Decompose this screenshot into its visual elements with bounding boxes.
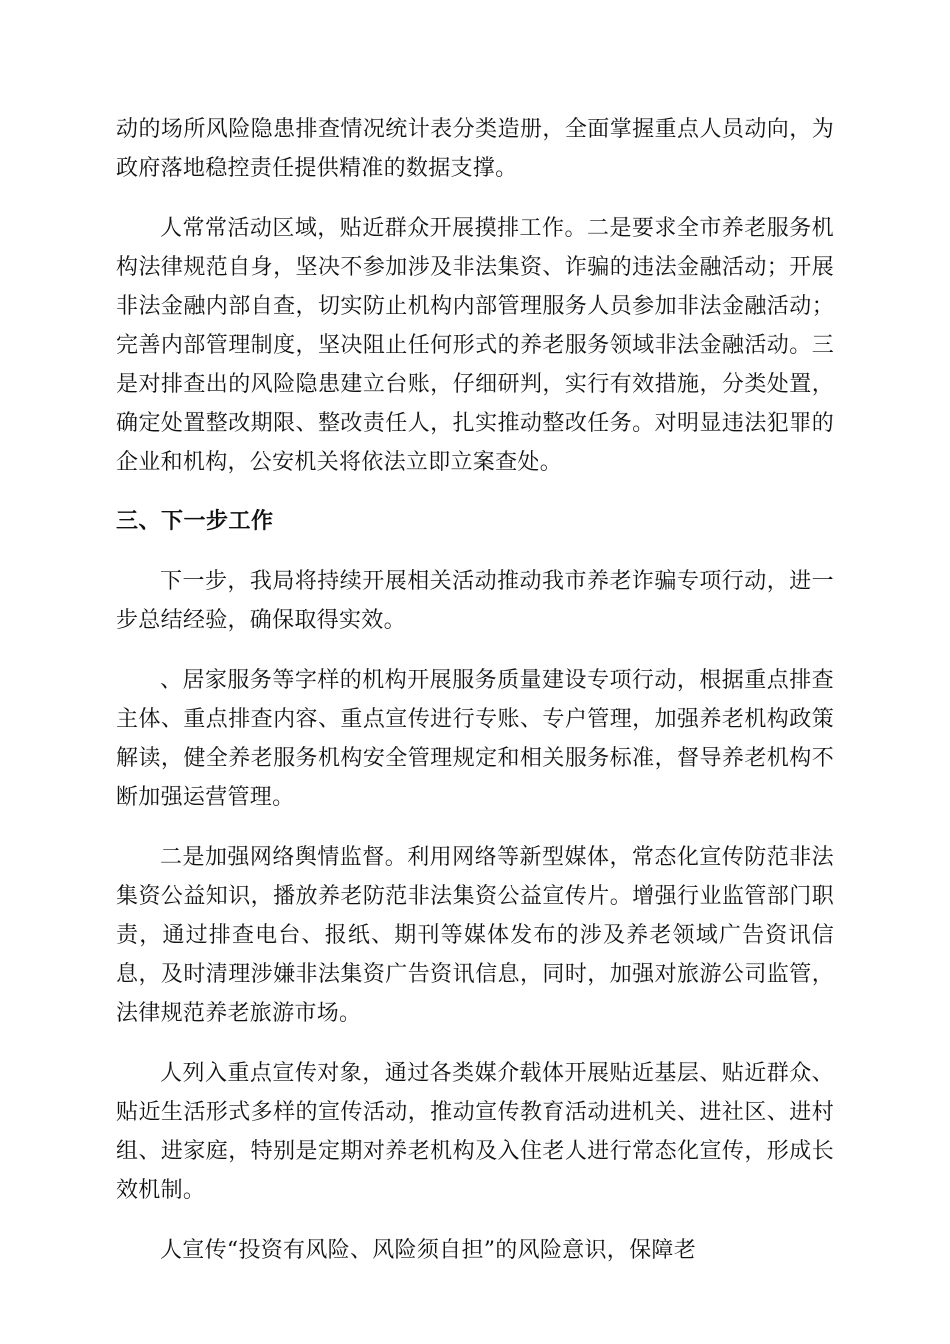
paragraph-risk-awareness: 人宣传“投资有风险、风险须自担”的风险意识，保障老 — [160, 1238, 696, 1263]
paragraph-online-supervision: 二是加强网络舆情监督。利用网络等新型媒体，常态化宣传防范非法集资公益知识，播放养老防范非法集资公益宣传片。增强行业监管部门职责，通过排查电台、报纸、期刊等媒体发布的涉及养老领域广告资讯信息，及时清理涉嫌非法集资广告资讯信息，同时，加强对旅游公司监管，法律规范养老旅游市场。 — [116, 845, 834, 1026]
paragraph-measures: 人常常活动区域，贴近群众开展摸排工作。二是要求全市养老服务机构法律规范自身，坚决不参加涉及非法集资、诈骗的违法金融活动；开展非法金融内部自查，切实防止机构内部管理服务人员参加非法金融活动；完善内部管理制度，坚决阻止任何形式的养老服务领域非法金融活动。三是对排查出的风险隐患建立台账，仔细研判，实行有效措施，分类处置，确定处置整改期限、整改责任人，扎实推动整改任务。对明显违法犯罪的企业和机构，公安机关将依法立即立案查处。 — [116, 216, 834, 475]
paragraph-next-step: 下一步，我局将持续开展相关活动推动我市养老诈骗专项行动，进一步总结经验，确保取得实效。 — [116, 569, 834, 633]
document-body — [116, 110, 834, 1270]
paragraph-service-quality: 、居家服务等字样的机构开展服务质量建设专项行动，根据重点排查主体、重点排查内容、重点宣传进行专账、专户管理，加强养老机构政策解读，健全养老服务机构安全管理规定和相关服务标准，督导养老机构不断加强运营管理。 — [116, 668, 834, 810]
section-heading: 三、下一步工作 — [116, 509, 274, 534]
paragraph-publicity: 人列入重点宣传对象，通过各类媒介载体开展贴近基层、贴近群众、贴近生活形式多样的宣传活动，推动宣传教育活动进机关、进社区、进村组、进家庭，特别是定期对养老机构及入住老人进行常态化宣传，形成长效机制。 — [116, 1061, 834, 1203]
paragraph-continuation: 动的场所风险隐患排查情况统计表分类造册，全面掌握重点人员动向，为政府落地稳控责任提供精准的数据支撑。 — [116, 117, 834, 181]
